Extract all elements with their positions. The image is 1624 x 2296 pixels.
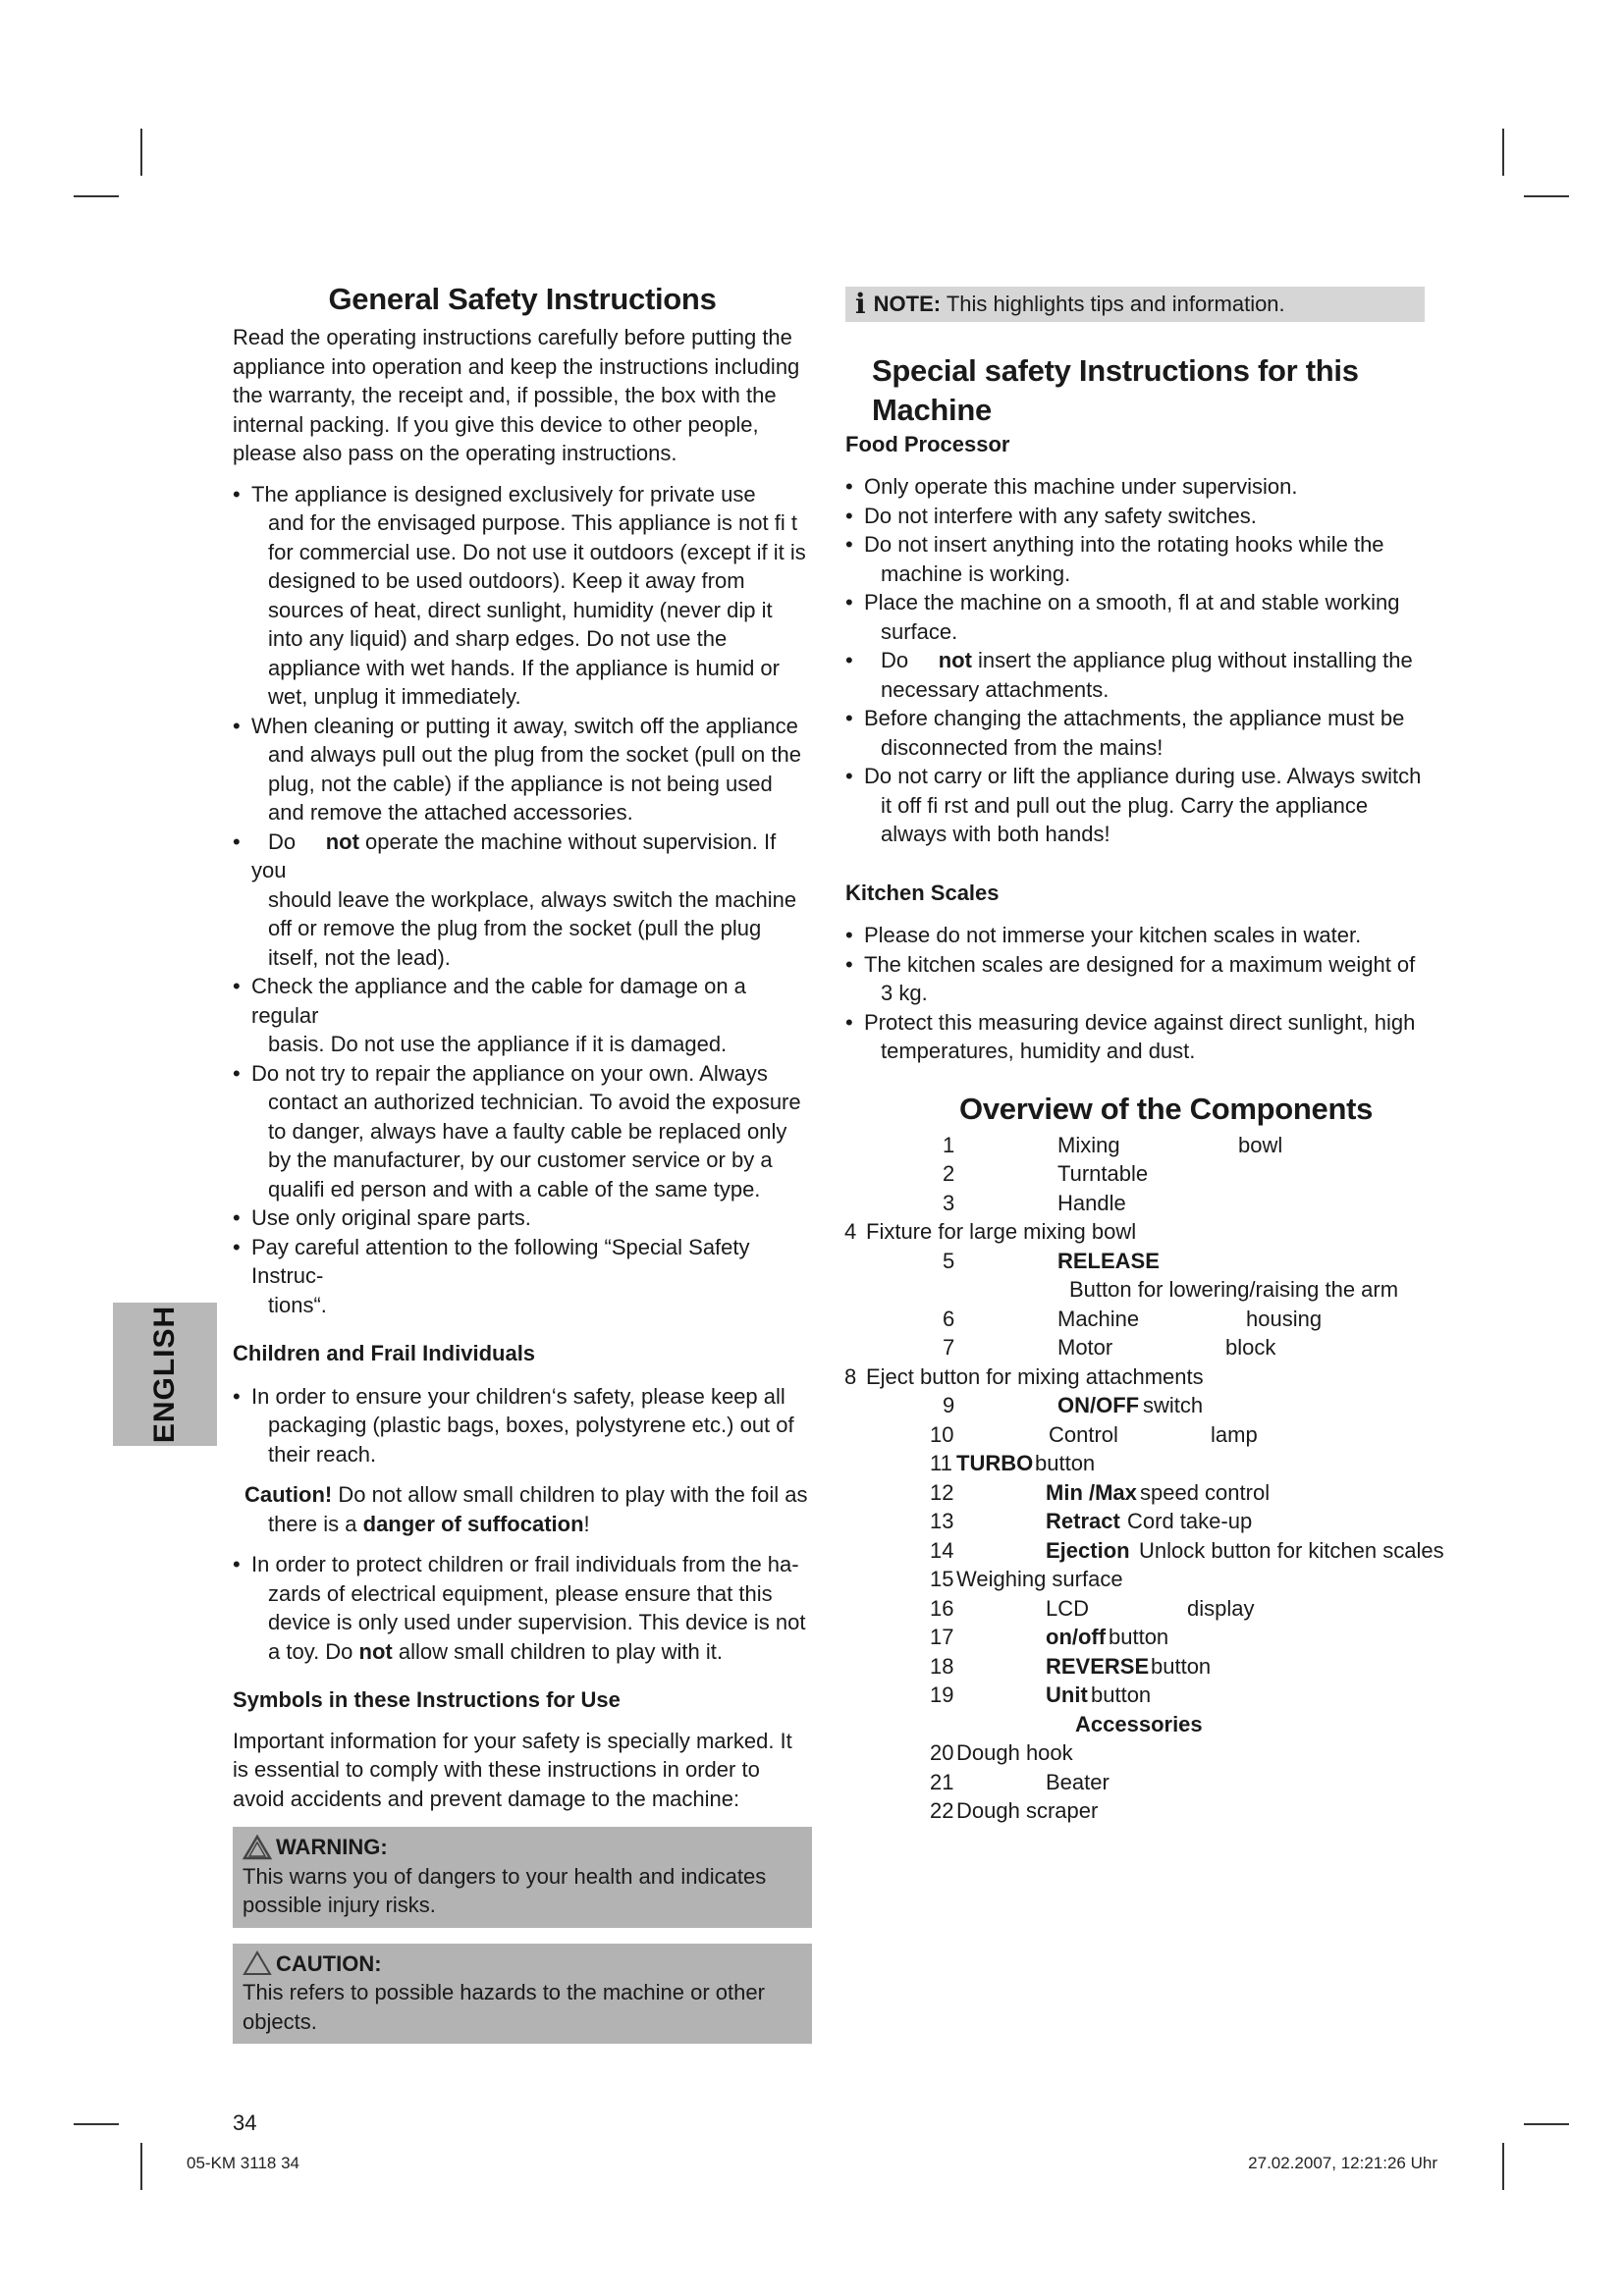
warning-title: WARNING:	[276, 1835, 388, 1859]
component-row: 5 RELEASE	[943, 1248, 1160, 1273]
symbols-text: Important information for your safety is specially marked. It is essential to comply with these instructions in order to avoid accidents and prevent damage to the machine:	[233, 1728, 792, 1811]
crop-mark	[140, 129, 142, 176]
note-text: This highlights tips and information.	[946, 292, 1285, 316]
children-caution: Caution! Do not allow small children to play with the foil as there is a danger of suffocation!	[244, 1482, 808, 1536]
component-row: Button for lowering/raising the arm	[1069, 1277, 1399, 1302]
component-row: 9 ON/OFF switch	[943, 1393, 1204, 1417]
list-item: • The kitchen scales are designed for a maximum weight of 3 kg.	[845, 950, 1425, 1008]
special-safety-title: Special safety Instructions for this Machine	[872, 352, 1359, 427]
scales-bullets	[845, 921, 1425, 1066]
component-row: 19 Unit button	[930, 1682, 1152, 1707]
crop-mark	[74, 2123, 119, 2125]
component-row: 13 Retract Cord take-up	[930, 1509, 1253, 1533]
component-row: 7 Motor block	[943, 1335, 1276, 1360]
footer-left: 05-KM 3118 34	[187, 2154, 299, 2172]
list-item: • Do not interfere with any safety switches.	[845, 502, 1425, 531]
component-row: 17 on/off button	[930, 1625, 1169, 1649]
list-item: • Before changing the attachments, the appliance must be disconnected from the mains!	[845, 704, 1425, 762]
list-item: • When cleaning or putting it away, switch off the appliance and always pull out the plug from the socket (pull on the plug, not the cable) if the appliance is not being used and remove the attached accessories.	[233, 712, 812, 828]
list-item: • Pay careful attention to the following “Special Safety Instruc- tions“.	[233, 1233, 812, 1320]
list-item: • Do not insert the appliance plug without installing the necessary attachments.	[845, 646, 1425, 704]
food-processor-title: Food Processor	[845, 431, 1010, 456]
component-row: 15 Weighing surface	[930, 1567, 1123, 1591]
page-number: 34	[233, 2110, 257, 2135]
children-bullets	[233, 1382, 812, 1469]
crop-mark	[74, 195, 119, 197]
caution-text: This refers to possible hazards to the machine or other objects.	[243, 1980, 765, 2034]
children-bullets-2	[233, 1550, 812, 1666]
general-bullets	[233, 480, 812, 1320]
component-row: 18 REVERSE button	[930, 1653, 1212, 1679]
language-tab-label: ENGLISH	[148, 1305, 182, 1444]
component-row: 2 Turntable	[943, 1161, 1149, 1186]
general-safety-title: General Safety Instructions	[328, 282, 717, 316]
accessories-title: Accessories	[1075, 1711, 1203, 1736]
component-row: 8 Eject button for mixing attachments	[844, 1363, 1204, 1389]
list-item: • Check the appliance and the cable for damage on a regular basis. Do not use the appliance if it is damaged.	[233, 972, 812, 1059]
component-row: 4 Fixture for large mixing bowl	[844, 1219, 1137, 1244]
overview-title: Overview of the Components	[959, 1091, 1374, 1126]
children-title: Children and Frail Individuals	[233, 1341, 536, 1365]
warning-box	[233, 1827, 812, 1928]
component-row: 3 Handle	[943, 1190, 1126, 1215]
list-item: • Protect this measuring device against direct sunlight, high temperatures, humidity and dust.	[845, 1008, 1425, 1066]
component-row: 6 Machine housing	[943, 1306, 1323, 1331]
list-item: • Use only original spare parts.	[233, 1203, 812, 1233]
component-row: 21 Beater	[930, 1769, 1110, 1794]
warning-text: This warns you of dangers to your health and indicates possible injury risks.	[243, 1863, 767, 1917]
list-item: • In order to ensure your children‘s safety, please keep all packaging (plastic bags, boxes, polystyrene etc.) out of their reach.	[233, 1382, 812, 1469]
component-row: 1 Mixing bowl	[943, 1132, 1283, 1157]
list-item: • In order to protect children or frail individuals from the ha- zards of electrical equipment, please ensure that this device is only used under supervision. This device is not a toy. Do not allow small children to play with it.	[233, 1550, 812, 1666]
component-row: 11 TURBO button	[930, 1451, 1096, 1475]
list-item: • Do not insert anything into the rotating hooks while the machine is working.	[845, 530, 1425, 588]
list-item: • Do not try to repair the appliance on your own. Always contact an authorized technician. To avoid the exposure to danger, always have a faulty cable be replaced only by the manufacturer, by our customer service or by a qualifi ed person and with a cable of the same type.	[233, 1059, 812, 1204]
caution-title: CAUTION:	[276, 1950, 382, 1976]
info-icon: i	[855, 288, 866, 320]
general-intro: Read the operating instructions carefully before putting the appliance into operation and keep the instructions including the warranty, the receipt and, if possible, the box with the internal packing. If you give this device to other people, please also pass on the operating instructions.	[233, 325, 800, 465]
list-item: • Do not carry or lift the appliance during use. Always switch it off fi rst and pull out the plug. Carry the appliance always with both hands!	[845, 762, 1425, 849]
caution-triangle-icon	[243, 1950, 272, 1976]
component-row: 10 Control lamp	[930, 1421, 1258, 1447]
symbols-title: Symbols in these Instructions for Use	[233, 1687, 621, 1712]
crop-mark	[140, 2143, 142, 2190]
footer-right: 27.02.2007, 12:21:26 Uhr	[1248, 2154, 1437, 2172]
warning-triangle-icon	[243, 1835, 272, 1860]
language-tab	[113, 1303, 217, 1446]
component-row: 22 Dough scraper	[930, 1798, 1099, 1823]
note-label: NOTE:	[873, 292, 942, 316]
component-row: 12 Min /Max speed control	[930, 1479, 1271, 1505]
components-list	[833, 1131, 1444, 1826]
component-row: 16 LCD display	[930, 1595, 1255, 1621]
food-bullets	[845, 472, 1425, 849]
list-item: • Do not operate the machine without supervision. If you should leave the workplace, always switch the machine off or remove the plug from the socket (pull the plug itself, not the lead).	[233, 828, 812, 973]
component-row: 20 Dough hook	[930, 1740, 1073, 1765]
crop-mark	[1502, 2143, 1504, 2190]
crop-mark	[1524, 2123, 1569, 2125]
kitchen-scales-title: Kitchen Scales	[845, 880, 1000, 905]
right-column	[844, 287, 1444, 1826]
list-item: • The appliance is designed exclusively for private use and for the envisaged purpose. This appliance is not fi t for commercial use. Do not use it outdoors (except if it is designed to be used outdoors). Keep it away from sources of heat, direct sunlight, humidity (never dip it into any liquid) and sharp edges. Do not use the appliance with wet hands. If the appliance is humid or wet, unplug it immediately.	[233, 480, 812, 712]
left-column	[233, 280, 812, 2138]
note-box	[845, 287, 1425, 322]
caution-box	[233, 1944, 812, 2045]
list-item: • Please do not immerse your kitchen scales in water.	[845, 921, 1425, 950]
list-item: • Place the machine on a smooth, fl at and stable working surface.	[845, 588, 1425, 646]
component-row: 14 Ejection Unlock button for kitchen scales	[930, 1537, 1444, 1563]
crop-mark	[1524, 195, 1569, 197]
list-item: • Only operate this machine under supervision.	[845, 472, 1425, 502]
crop-mark	[1502, 129, 1504, 176]
